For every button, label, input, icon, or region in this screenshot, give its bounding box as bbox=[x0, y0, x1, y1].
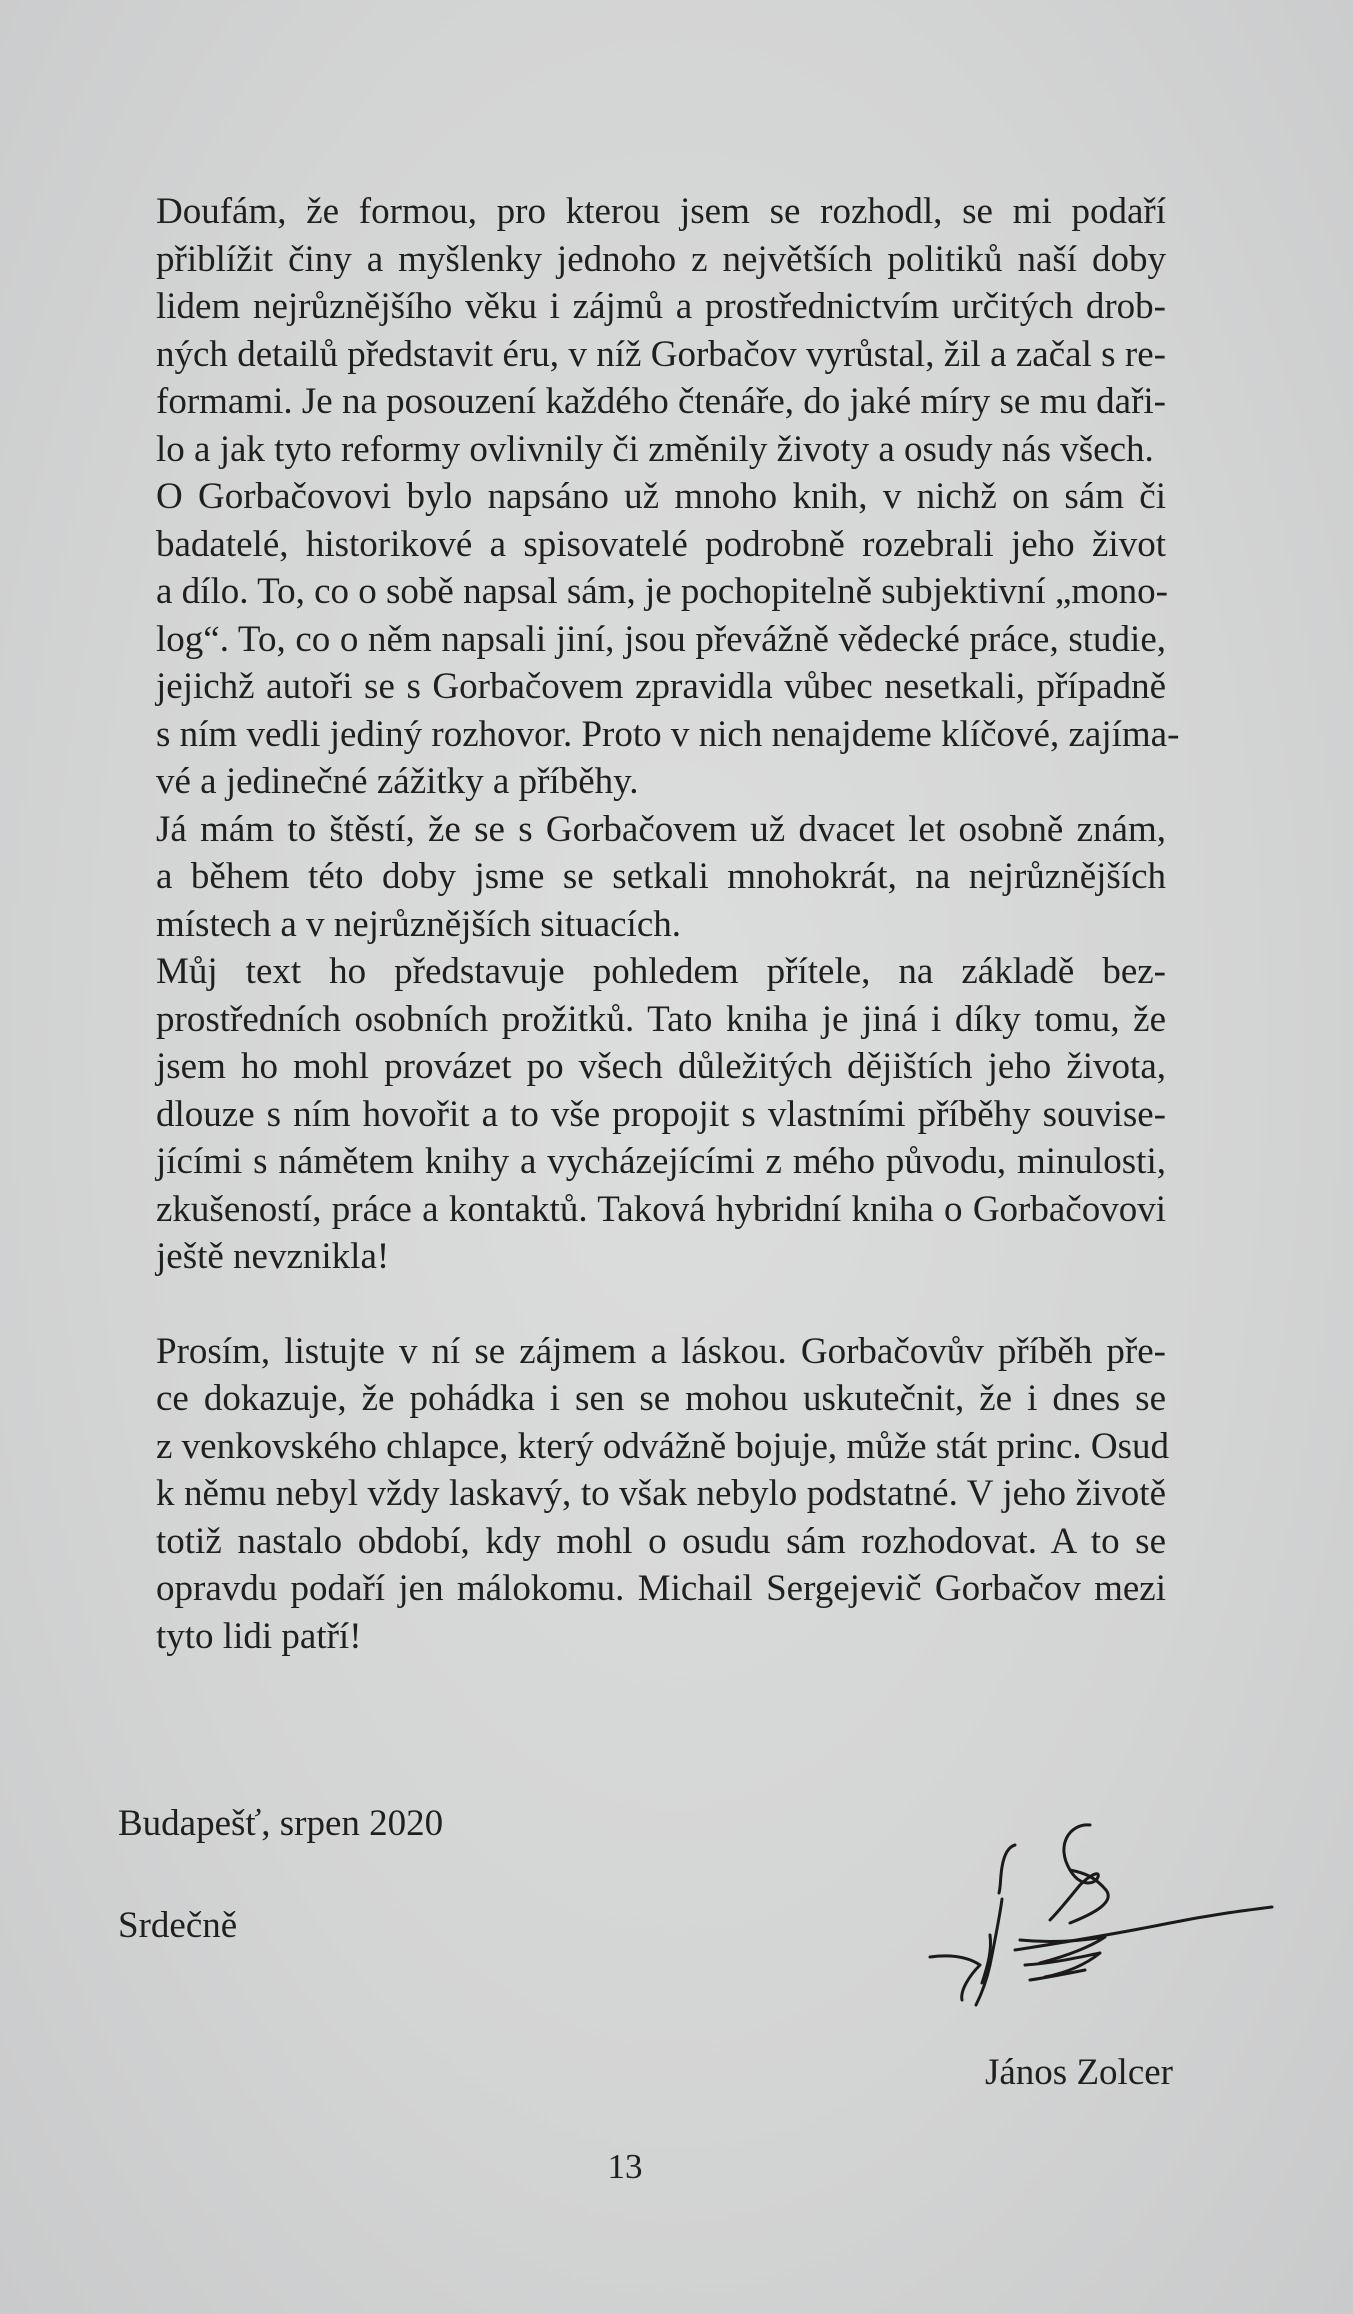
text-line: zkušeností, práce a kontaktů. Taková hybridní kniha o Gorbačovovi bbox=[156, 1188, 1166, 1230]
paragraph-spacer bbox=[118, 1281, 1166, 1328]
text-line: lidem nejrůznějšího věku i zájmů a prostřednictvím určitých drob- bbox=[156, 286, 1166, 327]
text-line: O Gorbačovovi bylo napsáno už mnoho knih, v nichž on sám či bbox=[156, 476, 1166, 517]
text-line: badatelé, historikové a spisovatelé podrobně rozebrali jeho život bbox=[156, 523, 1166, 565]
text-line: přiblížit činy a myšlenky jednoho z největších politiků naší doby bbox=[156, 238, 1166, 280]
text-line: jejichž autoři se s Gorbačovem zpravidla vůbec nesetkali, případně bbox=[156, 666, 1166, 707]
text-line: a dílo. To, co o sobě napsal sám, je pochopitelně subjektivní „mono- bbox=[156, 571, 1168, 612]
text-line: jícími s námětem knihy a vycházejícími z mého původu, minulosti, bbox=[156, 1141, 1166, 1182]
text-line: tyto lidi patří! bbox=[156, 1615, 362, 1657]
text-line: s ním vedli jediný rozhovor. Proto v nich nenajdeme klíčové, zajíma- bbox=[156, 713, 1180, 755]
text-line: Prosím, listujte v ní se zájmem a láskou. Gorbačovův příběh pře- bbox=[156, 1330, 1166, 1372]
author-name: János Zolcer bbox=[984, 2052, 1173, 2093]
text-line: z venkovského chlapce, který odvážně bojuje, může stát princ. Osud bbox=[156, 1425, 1170, 1467]
text-line: Já mám to štěstí, že se s Gorbačovem už dvacet let osobně znám, bbox=[156, 808, 1166, 850]
text-line: dlouze s ním hovořit a to vše propojit s vlastními příběhy souvise- bbox=[156, 1093, 1166, 1135]
text-line: a během této doby jsme se setkali mnohokrát, na nejrůznějších bbox=[156, 856, 1166, 897]
text-line: jsem ho mohl provázet po všech důležitých dějištích jeho života, bbox=[156, 1046, 1166, 1087]
text-line: k němu nebyl vždy laskavý, to však nebylo podstatné. V jeho životě bbox=[156, 1473, 1166, 1514]
paragraph-2 bbox=[118, 473, 1180, 806]
paragraph-4 bbox=[118, 948, 1166, 1281]
text-line: Můj text ho představuje pohledem přítele, na základě bez- bbox=[156, 951, 1166, 992]
text-line: prostředních osobních prožitků. Tato kniha je jiná i díky tomu, že bbox=[156, 998, 1166, 1040]
text-line: místech a v nejrůznějších situacích. bbox=[156, 903, 682, 945]
place-date: Budapešť, srpen 2020 bbox=[118, 1803, 444, 1844]
signature-icon bbox=[920, 1815, 1280, 2035]
text-line: opravdu podaří jen málokomu. Michail Sergejevič Gorbačov mezi bbox=[156, 1568, 1166, 1609]
paragraph-1 bbox=[118, 188, 1166, 473]
text-line: lo a jak tyto reformy ovlivnily či změnily životy a osudy nás všech. bbox=[156, 428, 1154, 470]
text-line: ce dokazuje, že pohádka i sen se mohou uskutečnit, že i dnes se bbox=[156, 1378, 1166, 1419]
paragraph-3 bbox=[118, 806, 1166, 949]
text-line: ných detailů představit éru, v níž Gorbačov vyrůstal, žil a začal s re- bbox=[156, 333, 1166, 375]
greeting: Srdečně bbox=[118, 1905, 238, 1946]
paragraph-5 bbox=[118, 1328, 1170, 1661]
page-number: 13 bbox=[607, 2147, 643, 2186]
text-line: formami. Je na posouzení každého čtenáře, do jaké míry se mu daři- bbox=[156, 381, 1166, 422]
text-line: ještě nevznikla! bbox=[156, 1236, 390, 1277]
text-line: vé a jedinečné zážitky a příběhy. bbox=[156, 761, 639, 802]
body-text bbox=[118, 188, 1180, 1660]
text-line: log“. To, co o něm napsali jiní, jsou převážně vědecké práce, studie, bbox=[156, 618, 1166, 660]
text-line: totiž nastalo období, kdy mohl o osudu sám rozhodovat. A to se bbox=[156, 1520, 1166, 1562]
text-line: Doufám, že formou, pro kterou jsem se rozhodl, se mi podaří bbox=[156, 191, 1166, 232]
